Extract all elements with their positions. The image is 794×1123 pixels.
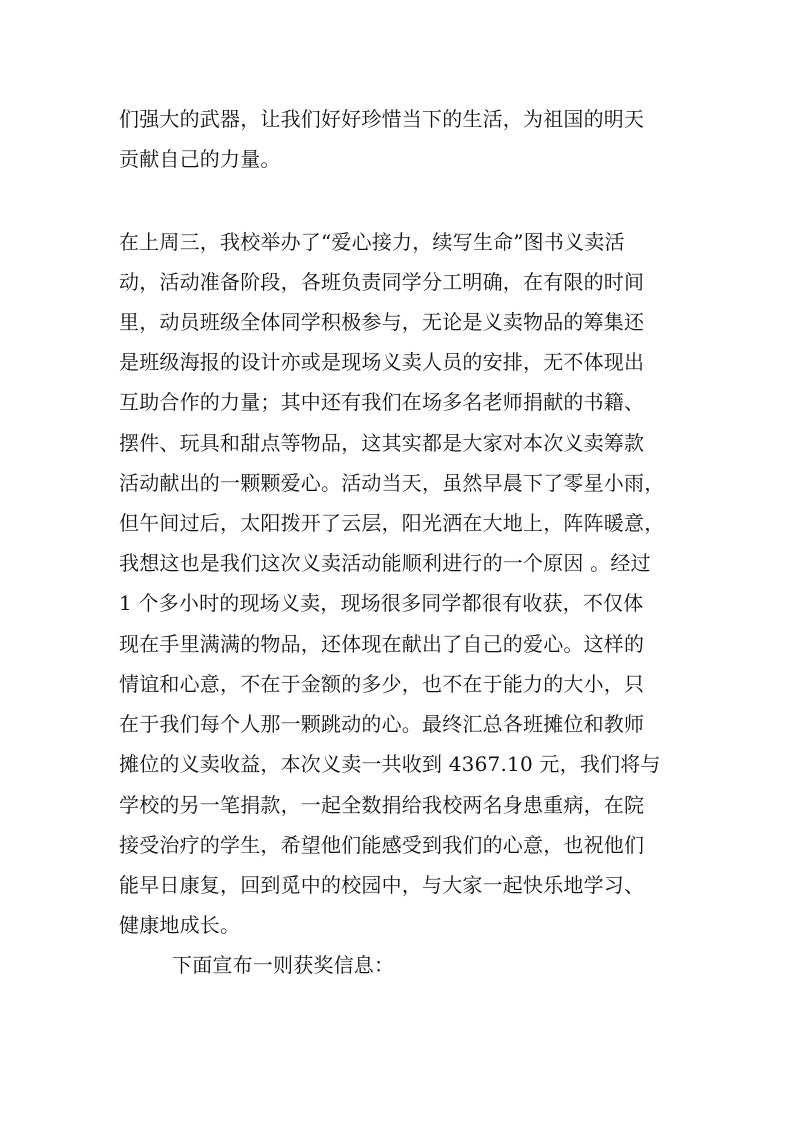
text-line: 在于我们每个人那一颗跳动的心。最终汇总各班摊位和教师 — [119, 712, 645, 736]
text-line: 我想这也是我们这次义卖活动能顺利进行的一个原因 。经过 — [119, 551, 651, 575]
text-line: 但午间过后，太阳拨开了云层，阳光洒在大地上，阵阵暖意， — [119, 511, 665, 535]
text-line: 情谊和心意，不在于金额的多少，也不在于能力的大小，只 — [119, 672, 645, 696]
text-line: 贡献自己的力量。 — [119, 147, 281, 171]
text-line: 健康地成长。 — [119, 913, 241, 937]
text-line: 接受治疗的学生，希望他们能感受到我们的心意，也祝他们 — [119, 833, 645, 857]
text-line: 学校的另一笔捐款，一起全数捐给我校两名身患重病，在院 — [119, 793, 645, 817]
text-line: 是班级海报的设计亦或是现场义卖人员的安排，无不体现出 — [119, 350, 645, 374]
text-line: 能早日康复，回到觅中的校园中，与大家一起快乐地学习、 — [119, 873, 645, 897]
text-line: 现在手里满满的物品，还体现在献出了自己的爱心。这样的 — [119, 632, 645, 656]
text-line: 摊位的义卖收益，本次义卖一共收到 4367.10 元，我们将与 — [119, 752, 661, 776]
text-line: 互助合作的力量；其中还有我们在场多名老师捐献的书籍、 — [119, 390, 645, 414]
text-line: 摆件、玩具和甜点等物品，这其实都是大家对本次义卖筹款 — [119, 431, 645, 455]
text-line: 1 个多小时的现场义卖，现场很多同学都很有收获，不仅体 — [119, 591, 644, 615]
text-line: 里，动员班级全体同学积极参与，无论是义卖物品的筹集还 — [119, 310, 645, 334]
text-line: 们强大的武器，让我们好好珍惜当下的生活，为祖国的明天 — [119, 107, 645, 131]
text-line: 在上周三，我校举办了“爱心接力，续写生命”图书义卖活 — [119, 230, 625, 254]
text-line: 动，活动准备阶段，各班负责同学分工明确，在有限的时间 — [119, 270, 645, 294]
text-line: 活动献出的一颗颗爱心。活动当天，虽然早晨下了零星小雨， — [119, 471, 665, 495]
text-line: 下面宣布一则获奖信息： — [172, 953, 395, 977]
